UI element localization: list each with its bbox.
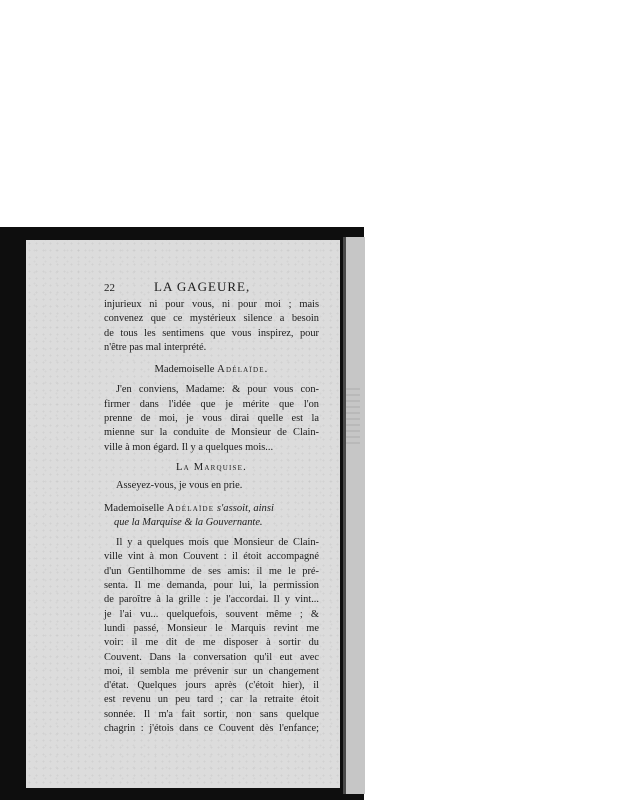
paragraph-3 bbox=[104, 479, 319, 493]
text-line: convenez que ce mystérieux silence a besoin bbox=[104, 313, 319, 325]
running-title: LA GAGEURE, bbox=[154, 279, 251, 294]
text-line: n'être pas mal interprété. bbox=[104, 341, 207, 353]
paragraph-4 bbox=[104, 536, 319, 736]
text-line: lundi passé, Monsieur le Marquis revint me bbox=[104, 622, 319, 634]
text-line: mienne sur la conduite de Monsieur de Clain- bbox=[104, 427, 319, 439]
speaker-prefix: Mademoiselle bbox=[104, 502, 165, 514]
speaker-heading-adelaide-stage bbox=[104, 502, 319, 516]
page-text bbox=[104, 280, 319, 736]
text-line: prenne de moi, je vous dirai quelle est la bbox=[104, 413, 319, 425]
stage-direction: s'assoit, ainsi bbox=[216, 502, 274, 514]
speaker-heading-marquise bbox=[104, 461, 319, 475]
text-line: moi, il sembla me prévenir sur un changement bbox=[104, 665, 319, 677]
text-line: J'en conviens, Madame: & pour vous con- bbox=[116, 384, 319, 396]
text-line: firmer dans l'idée que je mérite que l'on bbox=[104, 398, 319, 410]
text-line: d'état. Quelques jours après (c'étoit hier), il bbox=[104, 680, 319, 692]
text-line: sonnée. Il m'a fait sortir, non sans quelque bbox=[104, 708, 319, 720]
speaker-name: Adélaïde. bbox=[217, 364, 269, 376]
text-line: est revenu un peu tard ; car la retraite étoit bbox=[104, 694, 319, 706]
text-line: Il y a quelques mois que Monsieur de Clain- bbox=[116, 537, 319, 549]
speaker-name: Adélaïde bbox=[166, 502, 215, 514]
text-line: Asseyez-vous, je vous en prie. bbox=[116, 480, 243, 492]
speaker-heading-adelaide bbox=[104, 363, 319, 377]
next-page-edge bbox=[343, 237, 365, 794]
text-line: senta. Il me demanda, pour lui, la permission bbox=[104, 580, 319, 592]
text-line: injurieux ni pour vous, ni pour moi ; mais bbox=[104, 299, 319, 310]
text-line: chagrin : j'étois dans ce Couvent dès l'enfance; bbox=[104, 723, 319, 735]
text-line: ville à mon égard. Il y a quelques mois... bbox=[104, 441, 274, 453]
speaker-name: La Marquise. bbox=[176, 461, 247, 473]
text-line: je l'ai vu... quelquefois, souvent même ; & bbox=[104, 608, 319, 620]
speaker-prefix: Mademoiselle bbox=[154, 364, 215, 376]
running-head bbox=[104, 280, 319, 298]
page-number: 22 bbox=[104, 282, 115, 294]
text-line: de tous les sentimens que vous inspirez, pour bbox=[104, 327, 319, 339]
paragraph-1 bbox=[104, 298, 319, 355]
bleed-through-text bbox=[346, 388, 360, 448]
paragraph-2 bbox=[104, 383, 319, 454]
text-line: de paroître à la grille : je l'accordai. Il y vint... bbox=[104, 594, 319, 606]
text-line: d'un Gentilhomme de ses amis: il me le pré- bbox=[104, 565, 319, 577]
text-line: ville vint à mon Couvent : il étoit accompagné bbox=[104, 551, 319, 563]
stage-direction-continued: que la Marquise & la Gouvernante. bbox=[114, 516, 263, 528]
text-line: Couvent. Dans la conversation qu'il eut avec bbox=[104, 651, 319, 663]
text-line: voir: il me dit de me disposer à sortir du bbox=[104, 637, 319, 649]
